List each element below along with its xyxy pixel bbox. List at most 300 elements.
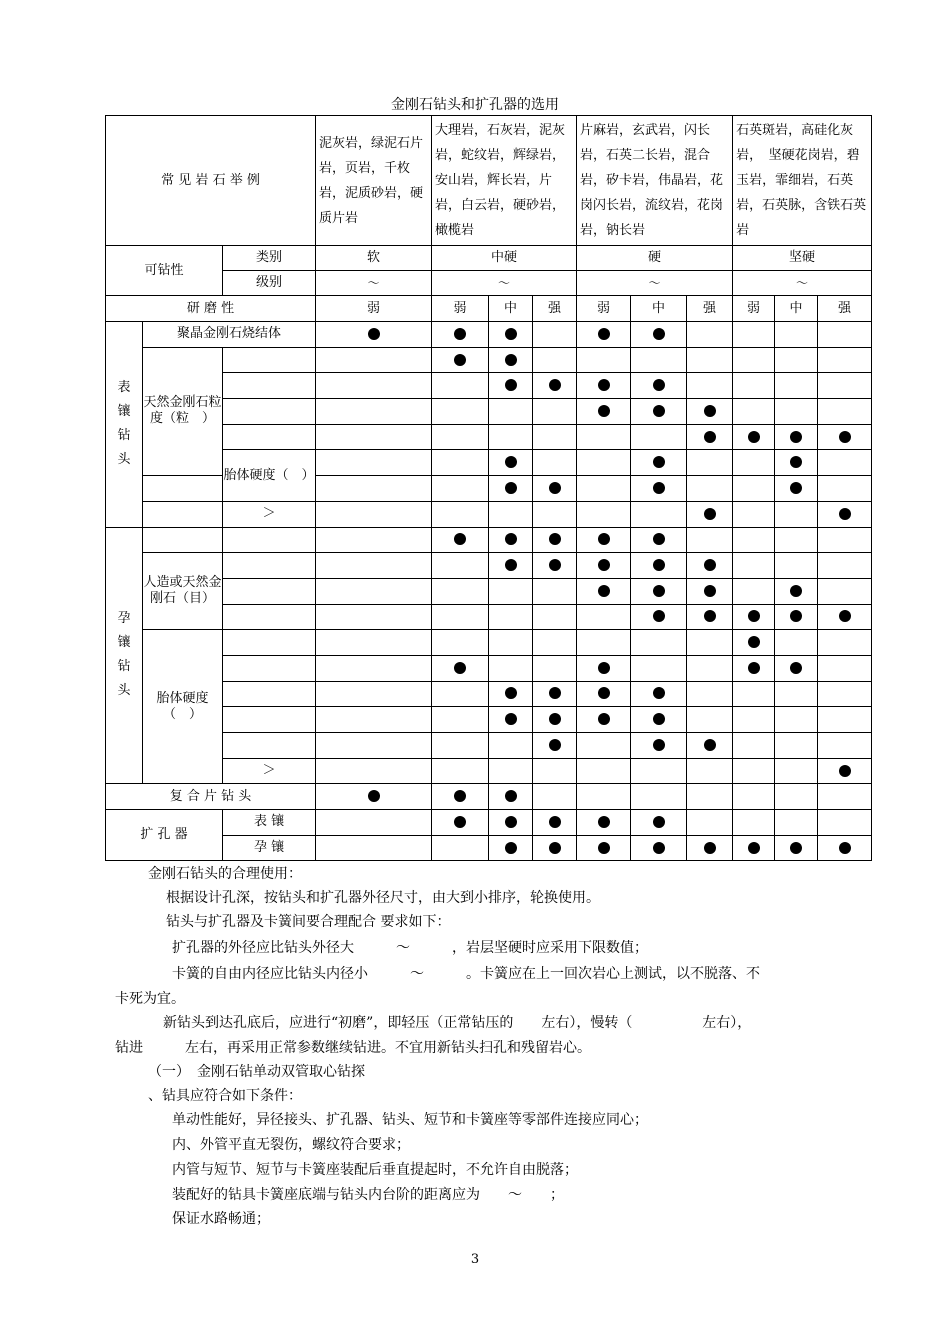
table-cell <box>489 835 533 861</box>
filled-dot-mark <box>839 508 851 520</box>
impregnated-bit-label-text: 孕镶钻头 <box>117 611 131 699</box>
table-cell <box>631 758 687 784</box>
matrix-hardness-label <box>143 630 223 784</box>
table-cell <box>733 527 775 553</box>
grade-range: ～ <box>577 271 733 296</box>
filled-dot-mark <box>790 585 802 597</box>
table-cell <box>687 527 733 553</box>
table-cell <box>687 604 733 630</box>
table-cell <box>489 399 533 425</box>
table-cell <box>631 655 687 681</box>
table-cell <box>533 373 577 399</box>
natural-diamond-grain-label <box>143 347 223 475</box>
table-cell <box>577 655 631 681</box>
abrasiveness-level: 强 <box>687 296 733 322</box>
filled-dot-mark <box>704 610 716 622</box>
table-cell <box>631 784 687 810</box>
table-cell <box>733 707 775 733</box>
table-cell <box>223 578 316 604</box>
table-cell <box>775 784 818 810</box>
table-cell <box>533 784 577 810</box>
filled-dot-mark <box>790 842 802 854</box>
category-label: 类别 <box>223 246 316 271</box>
table-cell <box>316 707 432 733</box>
reamer-impregnated-label-text: 孕 镶 <box>253 840 285 856</box>
table-cell <box>818 527 872 553</box>
table-cell <box>432 399 489 425</box>
table-cell <box>316 578 432 604</box>
table-cell <box>489 578 533 604</box>
table-cell <box>143 501 223 527</box>
table-cell <box>631 604 687 630</box>
table-cell <box>775 810 818 836</box>
filled-dot-mark <box>748 842 760 854</box>
table-cell <box>687 733 733 759</box>
table-cell <box>577 399 631 425</box>
filled-dot-mark <box>653 687 665 699</box>
filled-dot-mark <box>454 533 466 545</box>
table-cell <box>818 630 872 656</box>
table-cell <box>316 604 432 630</box>
table-cell <box>432 322 489 348</box>
table-cell <box>533 707 577 733</box>
section-heading: （一） 金刚石钻单动双管取心钻探 <box>148 1064 365 1080</box>
table-cell <box>733 501 775 527</box>
body-paragraph: 扩孔器的外径应比钻头外径大 ～ ，岩层坚硬时应采用下限数值； <box>172 940 648 956</box>
reamer-label-text: 扩 孔 器 <box>140 827 188 843</box>
filled-dot-mark <box>549 739 561 751</box>
grade-range: ～ <box>316 271 432 296</box>
body-paragraph: 装配好的钻具卡簧座底端与钻头内台阶的距离应为 ～ ； <box>172 1187 564 1203</box>
filled-dot-mark <box>653 328 665 340</box>
table-cell <box>733 733 775 759</box>
table-cell <box>631 630 687 656</box>
table-cell <box>818 758 872 784</box>
table-cell <box>533 810 577 836</box>
matrix-hardness-label-text: 胎体硬度（ ） <box>156 690 209 722</box>
table-cell <box>818 707 872 733</box>
table-cell <box>432 527 489 553</box>
table-cell <box>489 322 533 348</box>
filled-dot-mark <box>790 456 802 468</box>
filled-dot-mark <box>505 482 517 494</box>
table-cell <box>432 655 489 681</box>
abrasiveness-level: 中 <box>775 296 818 322</box>
filled-dot-mark <box>653 610 665 622</box>
filled-dot-mark <box>505 842 517 854</box>
table-cell <box>775 604 818 630</box>
table-cell <box>687 347 733 373</box>
filled-dot-mark <box>748 662 760 674</box>
filled-dot-mark <box>704 405 716 417</box>
table-cell <box>432 733 489 759</box>
table-cell <box>223 399 316 425</box>
table-cell <box>223 707 316 733</box>
filled-dot-mark <box>653 405 665 417</box>
table-cell <box>775 758 818 784</box>
body-paragraph: 新钻头到达孔底后，应进行“初磨”，即轻压（正常钻压的 左右），慢转（ 左右）， <box>163 1015 752 1031</box>
table-cell <box>223 347 316 373</box>
rock-examples-hard: 片麻岩，玄武岩，闪长岩，石英二长岩，混合岩，矽卡岩，伟晶岩，花岗闪长岩，流纹岩，花岗岩，钠长岩 <box>577 116 733 246</box>
table-cell <box>818 835 872 861</box>
table-cell <box>533 501 577 527</box>
table-cell <box>316 322 432 348</box>
filled-dot-mark <box>549 713 561 725</box>
body-paragraph: 金刚石钻头的合理使用： <box>148 866 302 882</box>
rock-examples-very-hard: 石英斑岩，高硅化灰岩， 坚硬花岗岩，碧玉岩，霏细岩，石英岩，石英脉，含铁石英岩 <box>733 116 872 246</box>
filled-dot-mark <box>549 687 561 699</box>
table-cell <box>223 527 316 553</box>
table-cell <box>489 810 533 836</box>
filled-dot-mark <box>653 533 665 545</box>
filled-dot-mark <box>549 533 561 545</box>
surface-set-bit-label-text: 表镶钻头 <box>117 380 131 468</box>
table-cell <box>687 707 733 733</box>
table-cell <box>223 655 316 681</box>
category-hard: 硬 <box>577 246 733 271</box>
table-cell <box>577 707 631 733</box>
rock-examples-medium-hard: 大理岩，石灰岩，泥灰岩，蛇纹岩，辉绿岩，安山岩，辉长岩，片岩，白云岩，硬砂岩，橄榄岩 <box>432 116 577 246</box>
filled-dot-mark <box>790 482 802 494</box>
table-cell <box>577 810 631 836</box>
filled-dot-mark <box>549 482 561 494</box>
filled-dot-mark <box>839 610 851 622</box>
filled-dot-mark <box>598 687 610 699</box>
abrasiveness-level: 弱 <box>316 296 432 322</box>
table-cell <box>533 450 577 476</box>
filled-dot-mark <box>653 842 665 854</box>
table-cell <box>687 399 733 425</box>
table-cell <box>631 347 687 373</box>
filled-dot-mark <box>598 379 610 391</box>
category-very-hard: 坚硬 <box>733 246 872 271</box>
filled-dot-mark <box>839 842 851 854</box>
table-cell <box>577 784 631 810</box>
table-cell <box>687 758 733 784</box>
table-cell <box>687 373 733 399</box>
abrasiveness-level: 弱 <box>577 296 631 322</box>
table-cell <box>775 322 818 348</box>
table-cell <box>775 655 818 681</box>
table-cell <box>818 373 872 399</box>
filled-dot-mark <box>549 379 561 391</box>
table-cell <box>316 630 432 656</box>
table-cell <box>733 347 775 373</box>
table-cell <box>223 733 316 759</box>
table-cell <box>631 835 687 861</box>
filled-dot-mark <box>653 379 665 391</box>
table-cell <box>489 476 533 502</box>
table-cell <box>775 501 818 527</box>
filled-dot-mark <box>505 559 517 571</box>
filled-dot-mark <box>748 636 760 648</box>
table-cell <box>775 424 818 450</box>
body-paragraph: 保证水路畅通； <box>172 1211 270 1227</box>
matrix-hardness-label-text: 胎体硬度（ ） <box>223 467 315 483</box>
table-cell <box>733 553 775 579</box>
filled-dot-mark <box>549 842 561 854</box>
table-cell <box>775 347 818 373</box>
filled-dot-mark <box>839 765 851 777</box>
table-cell <box>577 347 631 373</box>
table-cell <box>775 681 818 707</box>
table-cell <box>223 630 316 656</box>
table-cell <box>489 501 533 527</box>
filled-dot-mark <box>454 790 466 802</box>
filled-dot-mark <box>549 559 561 571</box>
surface-set-bit-label <box>106 322 143 528</box>
table-cell <box>687 424 733 450</box>
table-cell <box>733 604 775 630</box>
body-paragraph: 、钻具应符合如下条件： <box>148 1088 302 1104</box>
table-cell <box>577 553 631 579</box>
filled-dot-mark <box>704 842 716 854</box>
table-cell <box>577 758 631 784</box>
abrasiveness-level: 强 <box>818 296 872 322</box>
filled-dot-mark <box>598 585 610 597</box>
composite-bit-label <box>106 784 316 810</box>
table-cell <box>733 784 775 810</box>
table-cell <box>432 630 489 656</box>
pcd-label-text: 聚晶金刚石烧结体 <box>177 326 282 342</box>
table-cell <box>775 450 818 476</box>
table-cell <box>818 810 872 836</box>
reamer-surface-label-text: 表 镶 <box>253 814 285 830</box>
table-cell <box>687 450 733 476</box>
page-number: 3 <box>470 1252 480 1267</box>
table-cell <box>631 707 687 733</box>
reamer-impregnated-label <box>223 835 316 861</box>
filled-dot-mark <box>368 328 380 340</box>
table-cell <box>316 527 432 553</box>
filled-dot-mark <box>653 585 665 597</box>
body-paragraph: 内管与短节、短节与卡簧座装配后垂直提起时，不允许自由脱落； <box>172 1162 578 1178</box>
table-cell <box>316 399 432 425</box>
table-cell <box>687 578 733 604</box>
table-cell <box>687 476 733 502</box>
table-cell <box>223 681 316 707</box>
table-cell <box>733 476 775 502</box>
filled-dot-mark <box>454 662 466 674</box>
filled-dot-mark <box>368 790 380 802</box>
body-paragraph: 单动性能好，异径接头、扩孔器、钻头、短节和卡簧座等零部件连接应同心； <box>172 1112 648 1128</box>
table-cell <box>733 399 775 425</box>
table-cell <box>733 835 775 861</box>
table-cell <box>775 707 818 733</box>
table-cell <box>733 373 775 399</box>
table-cell <box>733 578 775 604</box>
filled-dot-mark <box>839 431 851 443</box>
reamer-label <box>106 810 223 861</box>
table-cell <box>316 501 432 527</box>
table-cell <box>577 527 631 553</box>
table-cell <box>223 373 316 399</box>
filled-dot-mark <box>704 559 716 571</box>
filled-dot-mark <box>505 790 517 802</box>
table-cell <box>577 450 631 476</box>
table-cell <box>631 681 687 707</box>
table-cell <box>143 527 223 553</box>
table-cell <box>577 424 631 450</box>
table-cell <box>533 399 577 425</box>
filled-dot-mark <box>790 431 802 443</box>
body-paragraph: 钻进 左右，再采用正常参数继续钻进。不宜用新钻头扫孔和残留岩心。 <box>115 1040 591 1056</box>
table-cell <box>733 681 775 707</box>
table-cell <box>818 399 872 425</box>
table-cell <box>733 630 775 656</box>
filled-dot-mark <box>704 739 716 751</box>
table-cell <box>432 681 489 707</box>
abrasiveness-level: 弱 <box>733 296 775 322</box>
table-cell <box>631 322 687 348</box>
table-cell <box>687 835 733 861</box>
table-cell <box>577 604 631 630</box>
table-cell <box>533 681 577 707</box>
drillability-label: 可钻性 <box>106 246 223 296</box>
filled-dot-mark <box>653 482 665 494</box>
table-cell <box>818 681 872 707</box>
table-cell <box>223 604 316 630</box>
table-cell <box>577 578 631 604</box>
filled-dot-mark <box>598 559 610 571</box>
table-cell <box>533 322 577 348</box>
filled-dot-mark <box>505 687 517 699</box>
table-cell <box>533 476 577 502</box>
category-medium-hard: 中硬 <box>432 246 577 271</box>
matrix-hardness-greater-than: ＞ <box>223 501 316 527</box>
table-cell <box>733 450 775 476</box>
filled-dot-mark <box>653 739 665 751</box>
abrasiveness-level: 中 <box>631 296 687 322</box>
body-paragraph: 内、外管平直无裂伤，螺纹符合要求； <box>172 1137 410 1153</box>
table-cell <box>631 399 687 425</box>
table-cell <box>223 424 316 450</box>
table-cell <box>733 810 775 836</box>
matrix-hardness-label <box>223 450 316 501</box>
table-cell <box>818 424 872 450</box>
filled-dot-mark <box>454 328 466 340</box>
table-cell <box>775 553 818 579</box>
table-cell <box>533 527 577 553</box>
table-cell <box>775 527 818 553</box>
table-cell <box>533 553 577 579</box>
table-cell <box>432 373 489 399</box>
natural-diamond-grain-label-text: 天然金刚石粒度（粒 ） <box>143 395 222 427</box>
filled-dot-mark <box>505 713 517 725</box>
table-cell <box>432 604 489 630</box>
table-cell <box>687 501 733 527</box>
rock-examples-soft: 泥灰岩，绿泥石片岩，页岩，千枚岩，泥质砂岩，硬质片岩 <box>316 116 432 246</box>
table-cell <box>316 476 432 502</box>
filled-dot-mark <box>598 842 610 854</box>
table-cell <box>631 553 687 579</box>
table-cell <box>818 604 872 630</box>
filled-dot-mark <box>704 585 716 597</box>
filled-dot-mark <box>598 662 610 674</box>
table-cell <box>775 373 818 399</box>
filled-dot-mark <box>454 816 466 828</box>
filled-dot-mark <box>598 713 610 725</box>
table-cell <box>316 810 432 836</box>
filled-dot-mark <box>653 559 665 571</box>
grade-range: ～ <box>733 271 872 296</box>
table-cell <box>818 450 872 476</box>
table-cell <box>577 835 631 861</box>
table-cell <box>818 578 872 604</box>
table-cell <box>316 655 432 681</box>
rock-examples-header: 常 见 岩 石 举 例 <box>106 116 316 246</box>
table-cell <box>316 450 432 476</box>
table-cell <box>577 733 631 759</box>
table-cell <box>432 553 489 579</box>
table-cell <box>631 373 687 399</box>
filled-dot-mark <box>505 379 517 391</box>
table-cell <box>432 347 489 373</box>
table-cell <box>533 630 577 656</box>
table-cell <box>733 322 775 348</box>
category-soft: 软 <box>316 246 432 271</box>
table-cell <box>489 604 533 630</box>
table-cell <box>775 835 818 861</box>
table-cell <box>533 835 577 861</box>
table-cell <box>577 630 631 656</box>
table-cell <box>775 630 818 656</box>
table-cell <box>316 784 432 810</box>
diamond-mesh-label <box>143 553 223 630</box>
table-cell <box>489 373 533 399</box>
table-cell <box>733 655 775 681</box>
filled-dot-mark <box>790 662 802 674</box>
table-cell <box>533 424 577 450</box>
table-cell <box>489 707 533 733</box>
table-cell <box>489 681 533 707</box>
filled-dot-mark <box>549 816 561 828</box>
reamer-surface-label <box>223 810 316 836</box>
table-cell <box>533 758 577 784</box>
table-cell <box>687 810 733 836</box>
filled-dot-mark <box>505 456 517 468</box>
filled-dot-mark <box>653 456 665 468</box>
table-cell <box>818 501 872 527</box>
impregnated-bit-label <box>106 527 143 784</box>
table-cell <box>818 476 872 502</box>
filled-dot-mark <box>653 816 665 828</box>
table-cell <box>432 450 489 476</box>
table-cell <box>432 784 489 810</box>
table-cell <box>316 553 432 579</box>
table-cell <box>775 578 818 604</box>
matrix-hardness-greater-than: ＞ <box>223 758 316 784</box>
filled-dot-mark <box>505 533 517 545</box>
table-cell <box>489 630 533 656</box>
table-cell <box>631 424 687 450</box>
table-title: 金刚石钻头和扩孔器的选用 <box>391 97 559 113</box>
table-cell <box>687 784 733 810</box>
filled-dot-mark <box>505 354 517 366</box>
table-cell <box>489 553 533 579</box>
filled-dot-mark <box>748 431 760 443</box>
body-paragraph: 卡簧的自由内径应比钻头内径小 ～ 。卡簧应在上一回次岩心上测试，以不脱落、不 <box>172 966 760 982</box>
grade-label: 级别 <box>223 271 316 296</box>
table-cell <box>775 733 818 759</box>
table-cell <box>577 322 631 348</box>
table-cell <box>687 655 733 681</box>
table-cell <box>818 784 872 810</box>
table-cell <box>631 733 687 759</box>
abrasiveness-level: 弱 <box>432 296 489 322</box>
table-cell <box>818 733 872 759</box>
table-cell <box>432 501 489 527</box>
